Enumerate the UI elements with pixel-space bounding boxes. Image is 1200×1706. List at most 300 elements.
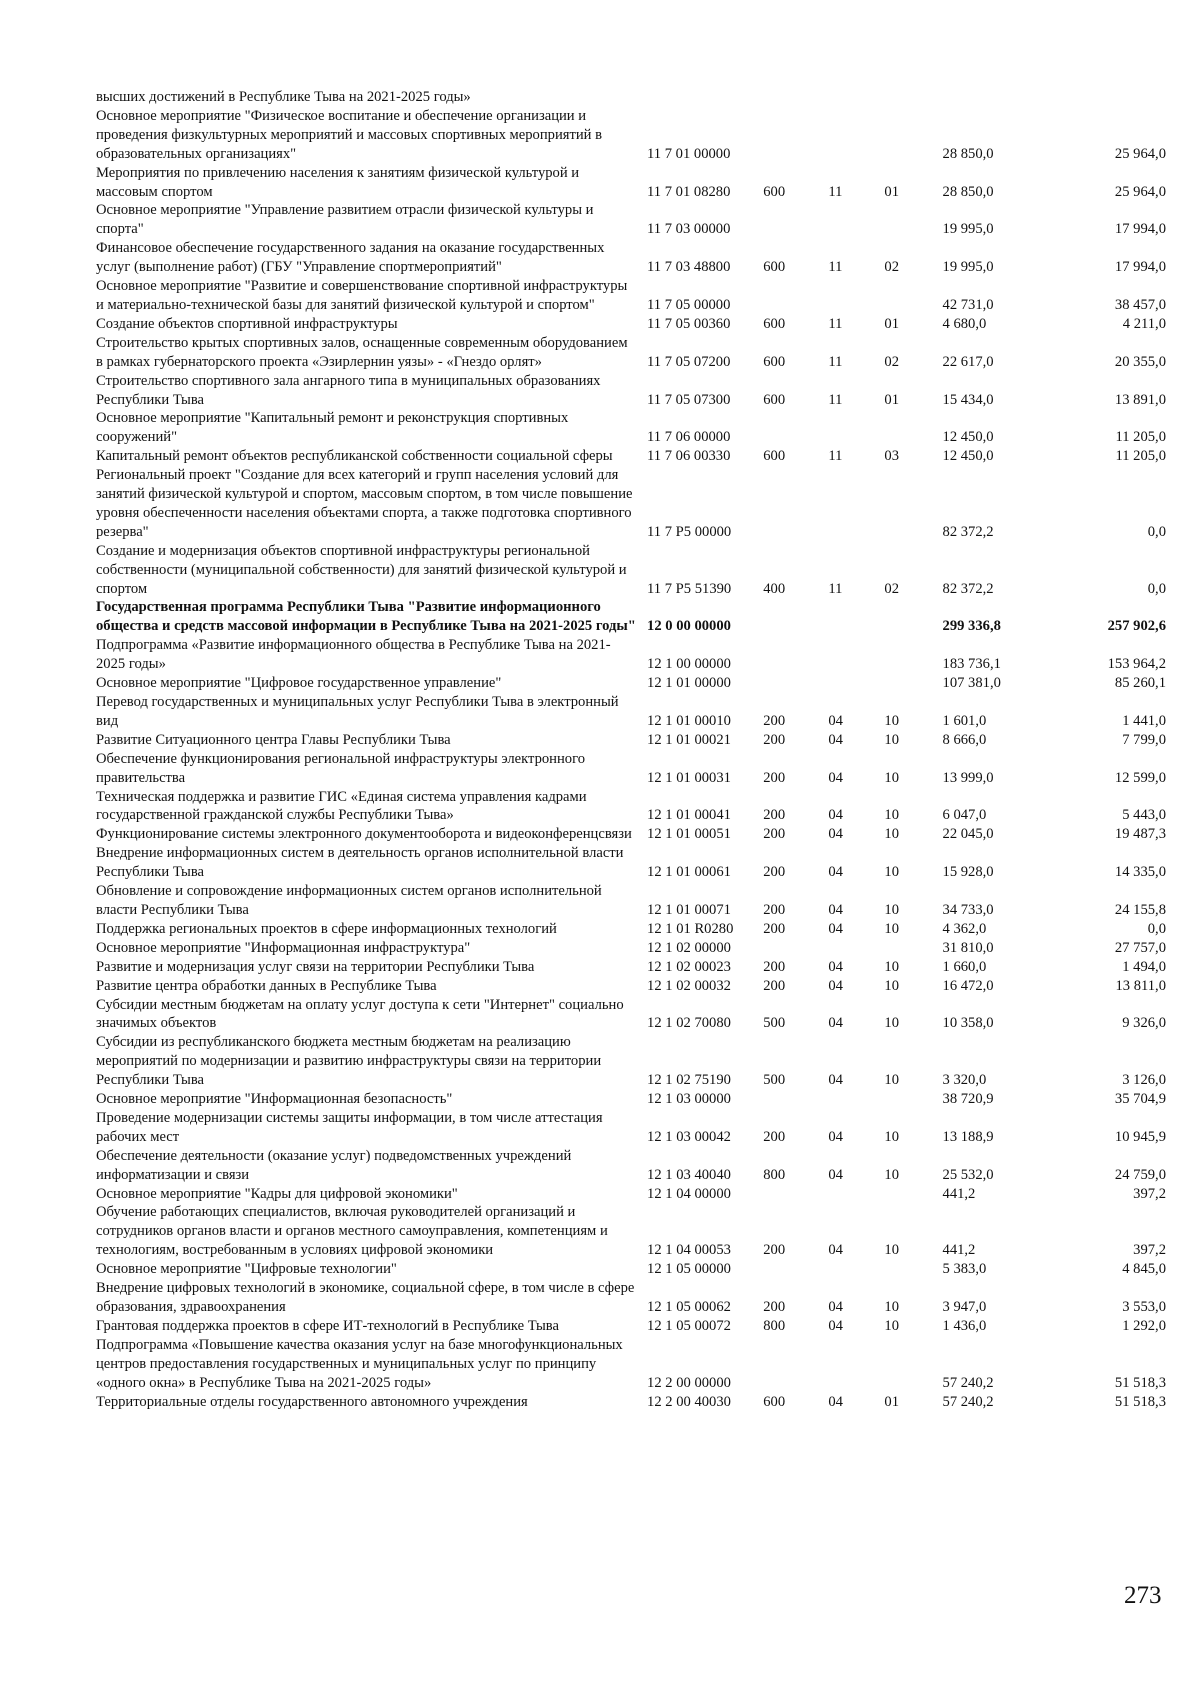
row-expense-type-cell xyxy=(763,88,828,107)
row-section-cell: 04 xyxy=(828,958,843,975)
row-subsection-cell: 10 xyxy=(884,977,900,994)
row-sum-2022-cell: 13 891,0 xyxy=(1114,391,1166,408)
table-row xyxy=(96,882,1166,920)
row-expense-type-cell: 200 xyxy=(763,977,786,994)
row-target-code-cell: 12 2 00 00000 xyxy=(647,1374,731,1391)
row-sum-2022-cell xyxy=(1055,88,1166,107)
row-subsection-cell: 01 xyxy=(884,1393,900,1410)
table-row xyxy=(96,1393,1166,1412)
row-sum-2021-cell: 1 436,0 xyxy=(942,1317,987,1334)
row-sum-2021-cell: 16 472,0 xyxy=(942,977,994,994)
row-section-cell xyxy=(828,674,884,693)
row-section-cell: 04 xyxy=(828,901,843,918)
row-subsection-cell: 10 xyxy=(884,712,900,729)
row-target-code-cell: 11 7 03 48800 xyxy=(647,259,731,276)
row-sum-2021-cell: 6 047,0 xyxy=(942,807,987,824)
table-row xyxy=(96,164,1166,202)
row-name-cell: Грантовая поддержка проектов в сфере ИТ-технологий в Республике Тыва xyxy=(96,1317,559,1334)
table-row xyxy=(96,466,1166,542)
row-subsection-cell xyxy=(884,598,942,636)
row-name-cell: Внедрение цифровых технологий в экономике, социальной сфере, в том числе в сфере образования, здравоохранения xyxy=(96,1280,635,1315)
row-target-code-cell: 12 1 03 00042 xyxy=(647,1128,731,1145)
row-sum-2021-cell: 38 720,9 xyxy=(942,1091,994,1108)
row-name-cell: Территориальные отделы государственного автономного учреждения xyxy=(96,1393,528,1410)
table-row xyxy=(96,939,1166,958)
table-row xyxy=(96,1185,1166,1204)
row-section-cell: 11 xyxy=(828,315,843,332)
row-sum-2022-cell: 12 599,0 xyxy=(1114,769,1166,786)
row-target-code-cell: 11 7 05 07200 xyxy=(647,353,731,370)
row-sum-2022-cell: 20 355,0 xyxy=(1114,353,1166,370)
row-name-cell: Основное мероприятие "Физическое воспитание и обеспечение организации и проведения физкультурных мероприятий и массовых спортивных мероприятий в образовательных организациях" xyxy=(96,107,603,162)
table-row xyxy=(96,977,1166,996)
row-target-code-cell: 12 1 02 70080 xyxy=(647,1015,731,1032)
row-section-cell: 04 xyxy=(828,807,843,824)
row-expense-type-cell: 600 xyxy=(763,448,786,465)
row-target-code-cell: 12 1 01 00061 xyxy=(647,864,731,881)
row-target-code-cell xyxy=(647,88,763,107)
row-subsection-cell: 02 xyxy=(884,259,900,276)
row-sum-2021-cell xyxy=(943,88,1055,107)
row-subsection-cell: 10 xyxy=(884,1317,900,1334)
row-sum-2021-cell: 441,2 xyxy=(942,1242,976,1259)
row-name-cell: Создание объектов спортивной инфраструктуры xyxy=(96,315,398,332)
row-expense-type-cell xyxy=(763,1336,828,1393)
row-target-code-cell: 11 7 01 08280 xyxy=(647,183,731,200)
row-expense-type-cell xyxy=(763,277,828,315)
table-row xyxy=(96,1147,1166,1185)
row-sum-2021-cell: 13 999,0 xyxy=(942,769,994,786)
row-section-cell xyxy=(828,939,884,958)
row-section-cell: 04 xyxy=(828,1072,843,1089)
row-section-cell: 11 xyxy=(828,183,843,200)
row-sum-2021-cell: 19 995,0 xyxy=(942,221,994,238)
row-target-code-cell: 12 0 00 00000 xyxy=(647,618,731,635)
row-sum-2022-cell: 1 494,0 xyxy=(1122,958,1166,975)
row-sum-2022-cell: 38 457,0 xyxy=(1114,296,1166,313)
row-sum-2022-cell: 257 902,6 xyxy=(1107,618,1166,635)
row-name-cell: Субсидии из республиканского бюджета местным бюджетам на реализацию мероприятий по модернизации и развитию инфраструктуры связи на территории Республики Тыва xyxy=(96,1034,602,1089)
row-expense-type-cell: 200 xyxy=(763,769,786,786)
row-section-cell xyxy=(828,466,884,542)
row-sum-2021-cell: 42 731,0 xyxy=(942,296,994,313)
row-subsection-cell: 10 xyxy=(884,731,900,748)
row-target-code-cell: 12 1 01 00071 xyxy=(647,901,731,918)
table-row xyxy=(96,1109,1166,1147)
row-target-code-cell: 12 2 00 40030 xyxy=(647,1393,731,1410)
row-sum-2022-cell: 4 211,0 xyxy=(1122,315,1166,332)
row-expense-type-cell xyxy=(763,1185,828,1204)
row-sum-2022-cell: 11 205,0 xyxy=(1115,429,1166,446)
row-target-code-cell: 11 7 06 00000 xyxy=(647,429,731,446)
row-section-cell: 11 xyxy=(828,391,843,408)
row-subsection-cell xyxy=(884,1260,942,1279)
row-section-cell: 11 xyxy=(828,448,843,465)
row-subsection-cell: 10 xyxy=(884,769,900,786)
row-section-cell: 04 xyxy=(828,920,843,937)
row-name-cell: Основное мероприятие "Кадры для цифровой экономики" xyxy=(96,1185,458,1202)
table-row xyxy=(96,1317,1166,1336)
row-subsection-cell: 03 xyxy=(884,448,900,465)
row-sum-2022-cell: 9 326,0 xyxy=(1122,1015,1166,1032)
row-sum-2022-cell: 24 759,0 xyxy=(1114,1166,1166,1183)
row-sum-2021-cell: 57 240,2 xyxy=(942,1393,994,1410)
table-row xyxy=(96,88,1166,107)
row-name-cell: Обучение работающих специалистов, включая руководителей организаций и сотрудников органов власти и органов местного самоуправления, компетенциям и технологиям, востребованным в условиях цифровой экономики xyxy=(96,1204,608,1259)
row-expense-type-cell: 500 xyxy=(763,1015,786,1032)
row-expense-type-cell: 600 xyxy=(763,183,786,200)
table-row xyxy=(96,447,1166,466)
row-subsection-cell xyxy=(884,201,942,239)
row-target-code-cell: 12 1 03 40040 xyxy=(647,1166,731,1183)
row-sum-2021-cell: 15 928,0 xyxy=(942,864,994,881)
row-section-cell: 11 xyxy=(828,353,843,370)
row-section-cell xyxy=(828,598,884,636)
row-expense-type-cell: 200 xyxy=(763,712,786,729)
row-section-cell: 04 xyxy=(828,1015,843,1032)
row-sum-2021-cell: 3 320,0 xyxy=(942,1072,987,1089)
row-sum-2021-cell: 8 666,0 xyxy=(942,731,987,748)
row-target-code-cell: 12 1 01 00041 xyxy=(647,807,731,824)
row-section-cell: 04 xyxy=(828,977,843,994)
row-sum-2021-cell: 15 434,0 xyxy=(942,391,994,408)
row-section-cell: 04 xyxy=(828,826,843,843)
row-name-cell: Строительство спортивного зала ангарного типа в муниципальных образованиях Республики Тыва xyxy=(96,372,601,408)
row-sum-2022-cell: 51 518,3 xyxy=(1114,1393,1166,1410)
row-name-cell: Основное мероприятие "Развитие и совершенствование спортивной инфраструктуры и материально-технической базы для занятий физической культурой и спортом" xyxy=(96,278,628,313)
row-section-cell: 11 xyxy=(828,580,843,597)
row-sum-2021-cell: 299 336,8 xyxy=(942,618,1001,635)
row-name-cell: Строительство крытых спортивных залов, оснащенные современным оборудованием в рамках губернаторского проекта «Эзирлернин уязы» - «Гнездо орлят» xyxy=(96,334,628,370)
table-row xyxy=(96,239,1166,277)
row-expense-type-cell xyxy=(763,598,828,636)
row-target-code-cell: 12 1 05 00062 xyxy=(647,1299,731,1315)
table-row xyxy=(96,315,1166,334)
row-target-code-cell: 12 1 02 00032 xyxy=(647,977,731,994)
row-sum-2022-cell: 1 441,0 xyxy=(1122,712,1166,729)
row-name-cell: Обеспечение функционирования региональной инфраструктуры электронного правительства xyxy=(96,750,585,786)
row-name-cell: Обновление и сопровождение информационных систем органов исполнительной власти Республики Тыва xyxy=(96,883,602,918)
row-sum-2022-cell: 153 964,2 xyxy=(1107,656,1166,673)
row-subsection-cell xyxy=(884,466,942,542)
table-row xyxy=(96,1203,1166,1260)
row-subsection-cell: 02 xyxy=(884,353,900,370)
table-row xyxy=(96,844,1166,882)
row-section-cell: 04 xyxy=(828,1128,843,1145)
row-name-cell: Развитие и модернизация услуг связи на территории Республики Тыва xyxy=(96,958,535,975)
row-sum-2021-cell: 28 850,0 xyxy=(942,145,994,162)
row-section-cell: 04 xyxy=(828,864,843,881)
row-sum-2022-cell: 85 260,1 xyxy=(1114,675,1166,692)
row-name-cell: Развитие Ситуационного центра Главы Республики Тыва xyxy=(96,731,451,748)
table-row xyxy=(96,674,1166,693)
row-sum-2022-cell: 3 126,0 xyxy=(1122,1072,1166,1089)
table-row xyxy=(96,598,1166,636)
row-sum-2021-cell: 22 045,0 xyxy=(942,826,994,843)
row-expense-type-cell xyxy=(763,1260,828,1279)
row-expense-type-cell: 600 xyxy=(763,353,786,370)
table-row xyxy=(96,542,1166,599)
table-row xyxy=(96,107,1166,164)
row-sum-2021-cell: 441,2 xyxy=(942,1185,976,1202)
row-sum-2021-cell: 3 947,0 xyxy=(942,1299,987,1315)
row-section-cell xyxy=(828,107,884,164)
table-row xyxy=(96,1260,1166,1279)
row-sum-2021-cell: 12 450,0 xyxy=(942,429,994,446)
row-name-cell: Основное мероприятие "Цифровые технологии" xyxy=(96,1261,397,1278)
row-name-cell: Функционирование системы электронного документооборота и видеоконференцсвязи xyxy=(96,826,632,843)
table-row xyxy=(96,996,1166,1034)
table-row xyxy=(96,1090,1166,1109)
row-sum-2021-cell: 31 810,0 xyxy=(942,939,994,956)
row-subsection-cell: 01 xyxy=(884,315,900,332)
row-target-code-cell: 12 1 02 00023 xyxy=(647,958,731,975)
row-subsection-cell: 10 xyxy=(884,958,900,975)
table-row xyxy=(96,920,1166,939)
row-expense-type-cell: 500 xyxy=(763,1072,786,1089)
row-section-cell xyxy=(828,1336,884,1393)
row-expense-type-cell: 200 xyxy=(763,731,786,748)
row-target-code-cell: 12 1 01 00021 xyxy=(647,731,731,748)
row-target-code-cell: 12 1 01 00031 xyxy=(647,769,731,786)
row-subsection-cell xyxy=(884,636,942,674)
row-name-cell: Основное мероприятие "Капитальный ремонт и реконструкция спортивных сооружений" xyxy=(96,410,569,446)
row-name-cell: Подпрограмма «Развитие информационного общества в Республике Тыва на 2021-2025 годы» xyxy=(96,637,611,673)
row-section-cell xyxy=(828,88,884,107)
row-sum-2021-cell: 183 736,1 xyxy=(942,656,1001,673)
row-section-cell: 04 xyxy=(828,1242,843,1259)
row-expense-type-cell: 200 xyxy=(763,1299,786,1315)
row-name-cell: Капитальный ремонт объектов республиканской собственности социальной сферы xyxy=(96,448,613,465)
table-row xyxy=(96,409,1166,447)
row-sum-2022-cell: 17 994,0 xyxy=(1114,259,1166,276)
row-sum-2021-cell: 1 660,0 xyxy=(942,958,987,975)
table-row xyxy=(96,825,1166,844)
row-sum-2022-cell: 397,2 xyxy=(1133,1185,1166,1202)
row-target-code-cell: 12 1 02 75190 xyxy=(647,1072,731,1089)
row-subsection-cell xyxy=(884,1336,942,1393)
row-subsection-cell: 10 xyxy=(884,826,900,843)
table-row xyxy=(96,731,1166,750)
table-row xyxy=(96,958,1166,977)
row-target-code-cell: 12 1 01 00051 xyxy=(647,826,731,843)
row-name-cell: Внедрение информационных систем в деятельность органов исполнительной власти Республики Тыва xyxy=(96,845,624,881)
table-row xyxy=(96,636,1166,674)
row-name-cell: Техническая поддержка и развитие ГИС «Единая система управления кадрами государственной гражданской службы Республики Тыва» xyxy=(96,788,587,824)
row-name-cell: Субсидии местным бюджетам на оплату услуг доступа к сети "Интернет" социально значимых объектов xyxy=(96,996,624,1032)
row-expense-type-cell: 600 xyxy=(763,259,786,276)
row-name-cell: Создание и модернизация объектов спортивной инфраструктуры региональной собственности (муниципальной собственности) для занятий физической культурой и спортом xyxy=(96,542,627,597)
row-subsection-cell: 02 xyxy=(884,580,900,597)
row-subsection-cell: 10 xyxy=(884,1166,900,1183)
table-row xyxy=(96,277,1166,315)
row-expense-type-cell: 600 xyxy=(763,1393,786,1410)
row-sum-2021-cell: 57 240,2 xyxy=(942,1374,994,1391)
row-name-cell: Мероприятия по привлечению населения к занятиям физической культурой и массовым спортом xyxy=(96,164,580,200)
row-subsection-cell xyxy=(884,674,942,693)
row-subsection-cell: 10 xyxy=(884,901,900,918)
row-section-cell xyxy=(828,201,884,239)
row-sum-2022-cell: 14 335,0 xyxy=(1114,864,1166,881)
row-section-cell xyxy=(828,636,884,674)
row-sum-2022-cell: 25 964,0 xyxy=(1114,145,1166,162)
row-subsection-cell xyxy=(884,88,942,107)
row-target-code-cell: 12 1 01 00010 xyxy=(647,712,731,729)
row-expense-type-cell: 600 xyxy=(763,315,786,332)
table-row xyxy=(96,693,1166,731)
row-sum-2021-cell: 12 450,0 xyxy=(942,448,994,465)
row-subsection-cell xyxy=(884,1090,942,1109)
table-row xyxy=(96,372,1166,410)
row-subsection-cell: 01 xyxy=(884,183,900,200)
row-subsection-cell xyxy=(884,277,942,315)
budget-table xyxy=(96,88,1166,1411)
row-sum-2022-cell: 11 205,0 xyxy=(1115,448,1166,465)
row-target-code-cell: 12 1 01 00000 xyxy=(647,675,731,692)
table-row xyxy=(96,201,1166,239)
row-sum-2021-cell: 5 383,0 xyxy=(942,1261,987,1278)
table-row xyxy=(96,1033,1166,1090)
row-subsection-cell: 01 xyxy=(884,391,900,408)
row-section-cell xyxy=(828,1185,884,1204)
row-subsection-cell: 10 xyxy=(884,807,900,824)
row-target-code-cell: 12 1 02 00000 xyxy=(647,939,731,956)
row-name-cell: Перевод государственных и муниципальных услуг Республики Тыва в электронный вид xyxy=(96,694,619,729)
row-name-cell: Основное мероприятие "Информационная безопасность" xyxy=(96,1091,453,1108)
row-section-cell: 11 xyxy=(828,259,843,276)
table-row xyxy=(96,788,1166,826)
row-expense-type-cell xyxy=(763,674,828,693)
row-target-code-cell: 12 1 01 R0280 xyxy=(647,920,734,937)
row-sum-2021-cell: 1 601,0 xyxy=(942,712,987,729)
row-expense-type-cell: 600 xyxy=(763,391,786,408)
row-section-cell: 04 xyxy=(828,1299,843,1315)
row-sum-2022-cell: 3 553,0 xyxy=(1122,1299,1166,1315)
table-row xyxy=(96,1279,1166,1317)
row-sum-2021-cell: 28 850,0 xyxy=(942,183,994,200)
row-subsection-cell xyxy=(884,1185,942,1204)
row-sum-2022-cell: 4 845,0 xyxy=(1122,1261,1166,1278)
row-sum-2021-cell: 25 532,0 xyxy=(942,1166,994,1183)
row-target-code-cell: 11 7 05 00000 xyxy=(647,296,731,313)
row-target-code-cell: 12 1 05 00072 xyxy=(647,1317,731,1334)
row-sum-2022-cell: 35 704,9 xyxy=(1114,1091,1166,1108)
row-subsection-cell: 10 xyxy=(884,864,900,881)
row-expense-type-cell: 200 xyxy=(763,864,786,881)
row-target-code-cell: 11 7 05 07300 xyxy=(647,391,731,408)
row-expense-type-cell: 200 xyxy=(763,1128,786,1145)
row-sum-2021-cell: 10 358,0 xyxy=(942,1015,994,1032)
row-sum-2021-cell: 4 680,0 xyxy=(942,315,987,332)
row-subsection-cell xyxy=(884,939,942,958)
row-subsection-cell xyxy=(884,409,942,447)
row-sum-2022-cell: 13 811,0 xyxy=(1115,977,1166,994)
row-sum-2022-cell: 25 964,0 xyxy=(1114,183,1166,200)
row-name-cell: Основное мероприятие "Цифровое государственное управление" xyxy=(96,675,502,692)
row-subsection-cell: 10 xyxy=(884,920,900,937)
row-target-code-cell: 11 7 P5 00000 xyxy=(647,523,732,540)
row-target-code-cell: 12 1 03 00000 xyxy=(647,1091,731,1108)
table-row xyxy=(96,1336,1166,1393)
row-target-code-cell: 11 7 01 00000 xyxy=(647,145,731,162)
row-expense-type-cell: 400 xyxy=(763,580,786,597)
row-section-cell xyxy=(828,409,884,447)
row-sum-2021-cell: 22 617,0 xyxy=(942,353,994,370)
row-sum-2022-cell: 24 155,8 xyxy=(1114,901,1166,918)
row-name-cell: Региональный проект "Создание для всех категорий и групп населения условий для занятий физической культурой и спортом, массовым спортом, в том числе повышение уровня обеспеченности населения объектами спорта, а также подготовка спортивного резерва" xyxy=(96,467,633,540)
row-sum-2022-cell: 0,0 xyxy=(1147,523,1166,540)
row-subsection-cell: 10 xyxy=(884,1299,900,1315)
row-expense-type-cell xyxy=(763,636,828,674)
row-name-cell: Финансовое обеспечение государственного задания на оказание государственных услуг (выполнение работ) (ГБУ "Управление спортмероприятий" xyxy=(96,240,605,276)
row-target-code-cell: 12 1 04 00053 xyxy=(647,1242,731,1259)
budget-table-body xyxy=(96,88,1166,1411)
row-expense-type-cell xyxy=(763,1090,828,1109)
row-section-cell xyxy=(828,1090,884,1109)
row-sum-2022-cell: 51 518,3 xyxy=(1114,1374,1166,1391)
row-section-cell: 04 xyxy=(828,712,843,729)
row-expense-type-cell: 800 xyxy=(763,1166,786,1183)
row-sum-2022-cell: 5 443,0 xyxy=(1122,807,1166,824)
row-sum-2021-cell: 13 188,9 xyxy=(942,1128,994,1145)
row-target-code-cell: 11 7 P5 51390 xyxy=(647,580,732,597)
row-sum-2022-cell: 0,0 xyxy=(1147,580,1166,597)
row-subsection-cell: 10 xyxy=(884,1015,900,1032)
row-section-cell: 04 xyxy=(828,731,843,748)
row-name-cell: Проведение модернизации системы защиты информации, в том числе аттестация рабочих мест xyxy=(96,1109,603,1145)
row-sum-2021-cell: 82 372,2 xyxy=(942,580,994,597)
row-name-cell: Обеспечение деятельности (оказание услуг) подведомственных учреждений информатизации и связи xyxy=(96,1147,572,1183)
row-sum-2021-cell: 34 733,0 xyxy=(942,901,994,918)
row-sum-2022-cell: 0,0 xyxy=(1147,920,1166,937)
row-subsection-cell: 10 xyxy=(884,1242,900,1259)
row-sum-2021-cell: 107 381,0 xyxy=(942,675,1001,692)
row-sum-2021-cell: 82 372,2 xyxy=(942,523,994,540)
row-sum-2022-cell: 17 994,0 xyxy=(1114,221,1166,238)
row-section-cell xyxy=(828,277,884,315)
row-target-code-cell: 11 7 06 00330 xyxy=(647,448,731,465)
row-expense-type-cell xyxy=(763,939,828,958)
row-name-cell: высших достижений в Республике Тыва на 2021-2025 годы» xyxy=(96,89,471,105)
row-expense-type-cell: 200 xyxy=(763,920,786,937)
row-name-cell: Поддержка региональных проектов в сфере информационных технологий xyxy=(96,920,557,937)
row-sum-2022-cell: 10 945,9 xyxy=(1114,1128,1166,1145)
row-section-cell: 04 xyxy=(828,769,843,786)
row-section-cell: 04 xyxy=(828,1393,843,1410)
page-number: 273 xyxy=(1124,1582,1162,1609)
row-target-code-cell: 11 7 05 00360 xyxy=(647,315,731,332)
row-target-code-cell: 12 1 00 00000 xyxy=(647,656,731,673)
row-expense-type-cell: 200 xyxy=(763,958,786,975)
row-target-code-cell: 12 1 05 00000 xyxy=(647,1261,731,1278)
row-expense-type-cell: 200 xyxy=(763,807,786,824)
row-expense-type-cell: 800 xyxy=(763,1317,786,1334)
row-target-code-cell: 12 1 04 00000 xyxy=(647,1185,731,1202)
row-sum-2022-cell: 1 292,0 xyxy=(1122,1317,1166,1334)
table-row xyxy=(96,750,1166,788)
row-subsection-cell xyxy=(884,107,942,164)
row-section-cell: 04 xyxy=(828,1317,843,1334)
table-row xyxy=(96,334,1166,372)
row-name-cell: Основное мероприятие "Управление развитием отрасли физической культуры и спорта" xyxy=(96,202,594,238)
budget-table-container xyxy=(96,88,1176,1411)
row-section-cell xyxy=(828,1260,884,1279)
row-sum-2022-cell: 397,2 xyxy=(1133,1242,1166,1259)
row-expense-type-cell xyxy=(763,466,828,542)
row-expense-type-cell xyxy=(763,409,828,447)
row-expense-type-cell: 200 xyxy=(763,1242,786,1259)
row-section-cell: 04 xyxy=(828,1166,843,1183)
